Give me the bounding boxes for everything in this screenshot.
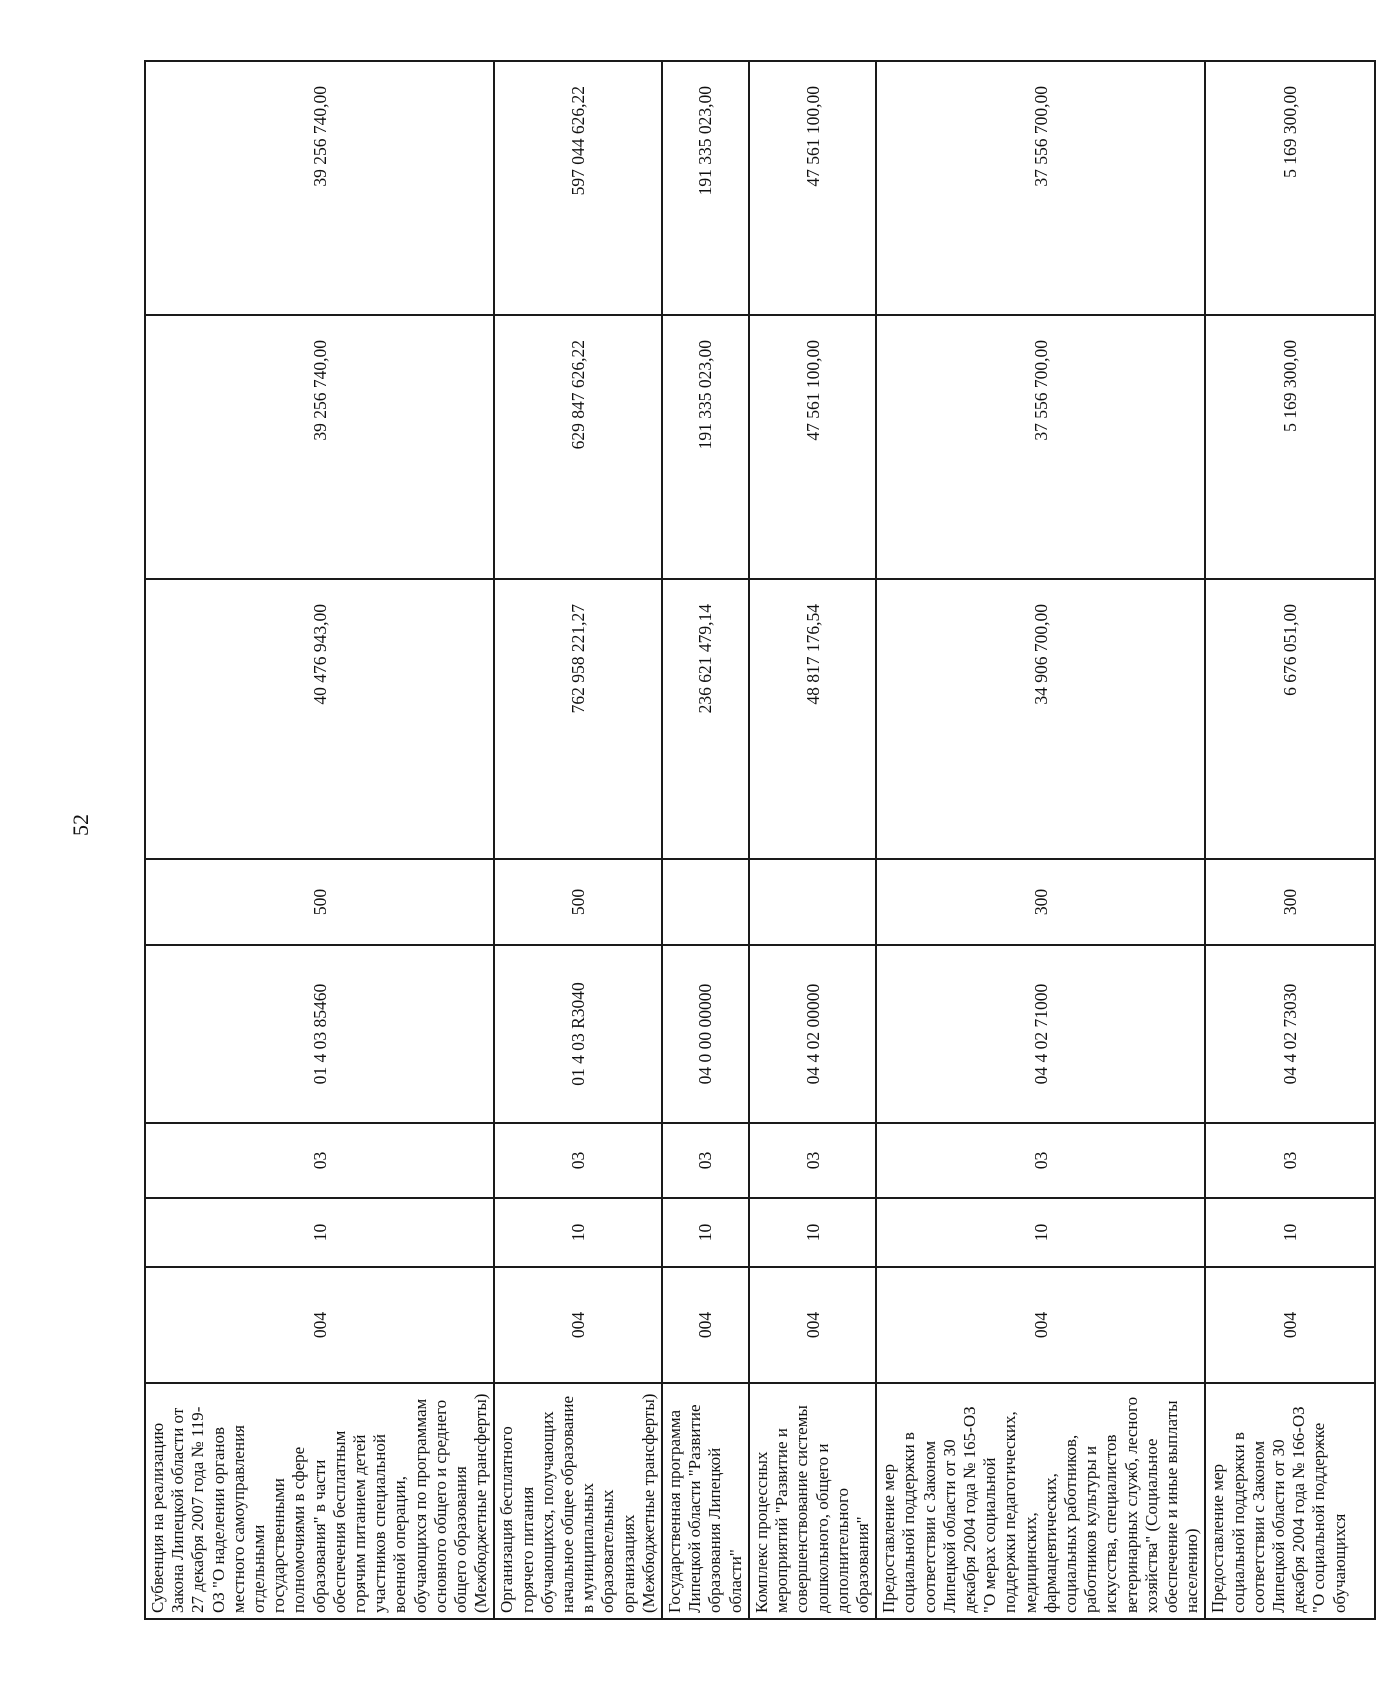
- amount-2026: 37 556 700,00: [876, 61, 1205, 315]
- admin-code: 004: [1205, 1267, 1375, 1383]
- expense-type: 500: [145, 859, 494, 945]
- table-row: [662, 61, 749, 1619]
- admin-code: 004: [662, 1267, 749, 1383]
- expense-type: 300: [1205, 859, 1375, 945]
- row-name: Предоставление мер социальной поддержки в соответствии с Законом Липецкой области от 30 декабря 2004 года № 166-ОЗ "О социальной поддержке обучающихся: [1205, 1383, 1375, 1619]
- table-row: [145, 61, 494, 1619]
- section-code: 10: [749, 1198, 876, 1267]
- admin-code: 004: [749, 1267, 876, 1383]
- subsection-code: 03: [876, 1123, 1205, 1198]
- expense-type: [749, 859, 876, 945]
- amount-2026: 39 256 740,00: [145, 61, 494, 315]
- amount-2024: 34 906 700,00: [876, 579, 1205, 859]
- target-article: 04 4 02 71000: [876, 945, 1205, 1123]
- row-name: Субвенция на реализацию Закона Липецкой области от 27 декабря 2007 года № 119-ОЗ "О наделении органов местного самоуправления отдельными государственными полномочиями в сфере образования" в части обеспечения бесплатным горячим питанием детей участников специальной военной операции, обучающихся по программам основного общего и среднего общего образования (Межбюджетные трансферты): [145, 1383, 494, 1619]
- admin-code: 004: [145, 1267, 494, 1383]
- amount-2025: 37 556 700,00: [876, 315, 1205, 579]
- amount-2026: 47 561 100,00: [749, 61, 876, 315]
- section-code: 10: [145, 1198, 494, 1267]
- expense-type: 500: [494, 859, 662, 945]
- table-row: [749, 61, 876, 1619]
- section-code: 10: [662, 1198, 749, 1267]
- row-name: Организация бесплатного горячего питания обучающихся, получающих начальное общее образование в муниципальных образовательных организациях (Межбюджетные трансферты): [494, 1383, 662, 1619]
- amount-2024: 6 676 051,00: [1205, 579, 1375, 859]
- subsection-code: 03: [494, 1123, 662, 1198]
- amount-2026: 597 044 626,22: [494, 61, 662, 315]
- subsection-code: 03: [662, 1123, 749, 1198]
- row-name: Государственная программа Липецкой области "Развитие образования Липецкой области": [662, 1383, 749, 1619]
- amount-2024: 40 476 943,00: [145, 579, 494, 859]
- table-row: [1205, 61, 1375, 1619]
- target-article: 01 4 03 R3040: [494, 945, 662, 1123]
- table-row: [876, 61, 1205, 1619]
- target-article: 01 4 03 85460: [145, 945, 494, 1123]
- admin-code: 004: [494, 1267, 662, 1383]
- expense-type: [662, 859, 749, 945]
- amount-2025: 191 335 023,00: [662, 315, 749, 579]
- amount-2026: 5 169 300,00: [1205, 61, 1375, 315]
- subsection-code: 03: [1205, 1123, 1375, 1198]
- section-code: 10: [494, 1198, 662, 1267]
- row-name: Комплекс процессных мероприятий "Развитие и совершенствование системы дошкольного, общего и дополнительного образования": [749, 1383, 876, 1619]
- amount-2024: 236 621 479,14: [662, 579, 749, 859]
- subsection-code: 03: [145, 1123, 494, 1198]
- amount-2025: 39 256 740,00: [145, 315, 494, 579]
- section-code: 10: [1205, 1198, 1375, 1267]
- rotated-table-container: [144, 62, 1349, 1620]
- budget-table: [144, 60, 1376, 1620]
- amount-2026: 191 335 023,00: [662, 61, 749, 315]
- target-article: 04 0 00 00000: [662, 945, 749, 1123]
- admin-code: 004: [876, 1267, 1205, 1383]
- amount-2024: 762 958 221,27: [494, 579, 662, 859]
- amount-2025: 47 561 100,00: [749, 315, 876, 579]
- target-article: 04 4 02 00000: [749, 945, 876, 1123]
- subsection-code: 03: [749, 1123, 876, 1198]
- section-code: 10: [876, 1198, 1205, 1267]
- amount-2025: 5 169 300,00: [1205, 315, 1375, 579]
- page-number: 52: [68, 814, 93, 836]
- table-row: [494, 61, 662, 1619]
- amount-2025: 629 847 626,22: [494, 315, 662, 579]
- expense-type: 300: [876, 859, 1205, 945]
- row-name: Предоставление мер социальной поддержки в соответствии с Законом Липецкой области от 30 декабря 2004 года № 165-ОЗ "О мерах социальной поддержки педагогических, медицинских, фармацевтических, социальных работников, работников культуры и искусства, специалистов ветеринарных служб, лесного хозяйства" (Социальное обеспечение и иные выплаты населению): [876, 1383, 1205, 1619]
- amount-2024: 48 817 176,54: [749, 579, 876, 859]
- target-article: 04 4 02 73030: [1205, 945, 1375, 1123]
